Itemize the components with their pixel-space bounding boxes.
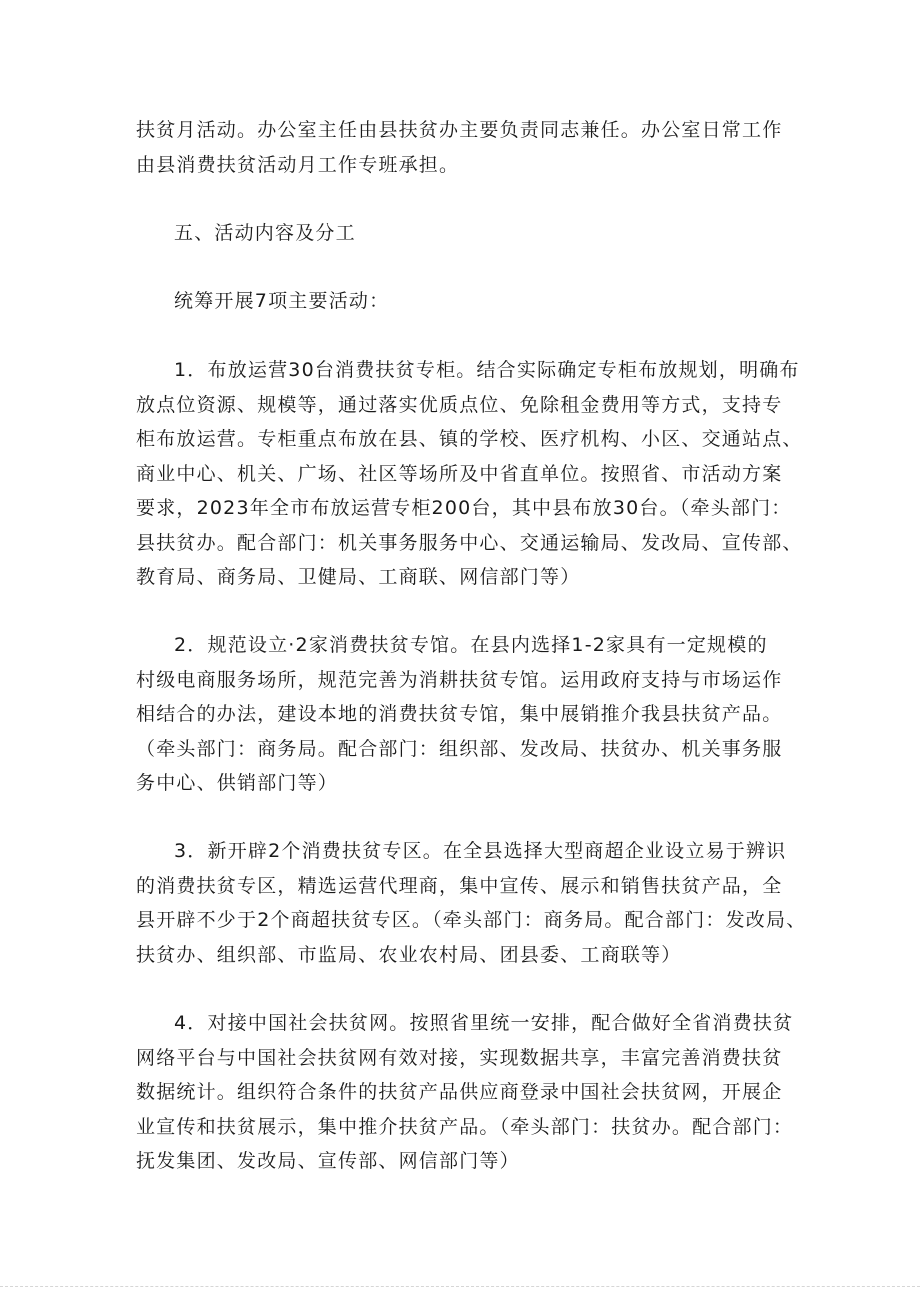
item-1-line-3: 柜布放运营。专柜重点布放在县、镇的学校、医疗机构、小区、交通站点、 [136,428,803,450]
item-1-line-4: 商业中心、机关、广场、社区等场所及中省直单位。按照省、市活动方案 [136,462,783,485]
activity-item-1 [136,353,803,595]
item-4-line-1: 4．对接中国社会扶贫网。按照省里统一安排，配合做好全省消费扶贫 [174,1012,794,1034]
intro-line-1: 扶贫月活动。办公室主任由县扶贫办主要负责同志兼任。办公室日常工作 [136,119,783,141]
item-2-line-4: （牵头部门：商务局。配合部门：组织部、发改局、扶贫办、机关事务服 [136,737,783,760]
item-4-line-4: 业宣传和扶贫展示，集中推介扶贫产品。（牵头部门：扶贫办。配合部门： [136,1115,794,1138]
page-bottom-divider [0,1286,920,1287]
item-1-line-6: 县扶贫办。配合部门：机关事务服务中心、交通运输局、发改局、宣传部、 [136,531,803,554]
intro-paragraph [136,113,796,182]
item-3-line-4: 扶贫办、组织部、市监局、农业农村局、团县委、工商联等） [136,943,682,966]
item-1-line-2: 放点位资源、规模等，通过落实优质点位、免除租金费用等方式，支持专 [136,393,783,416]
item-1-line-1: 1．布放运营30台消费扶贫专柜。结合实际确定专柜布放规划，明确布 [174,359,800,381]
item-2-line-5: 务中心、供销部门等） [136,772,339,794]
item-3-line-1: 3．新开辟2个消费扶贫专区。在全县选择大型商超企业设立易于辨识 [174,840,787,862]
activity-item-4 [136,1006,796,1179]
item-4-line-2: 网络平台与中国社会扶贫网有效对接，实现数据共享，丰富完善消费扶贫 [136,1046,783,1069]
item-1-line-5: 要求，2023年全市布放运营专柜200台，其中县布放30台。（牵头部门： [136,497,792,519]
activity-item-2 [136,628,796,801]
item-2-line-3: 相结合的办法，建设本地的消费扶贫专馆，集中展销推介我县扶贫产品。 [136,703,783,725]
item-4-line-5: 抚发集团、发改局、宣传部、网信部门等） [136,1150,520,1172]
item-2-line-1: 2．规范设立·2家消费扶贫专馆。在县内选择1-2家具有一定规模的 [174,634,768,656]
item-3-line-2: 的消费扶贫专区，精选运营代理商，集中宣传、展示和销售扶贫产品，全 [136,874,783,897]
intro-line-2: 由县消费扶贫活动月工作专班承担。 [136,153,460,176]
item-4-line-3: 数据统计。组织符合条件的扶贫产品供应商登录中国社会扶贫网，开展企 [136,1081,783,1103]
item-1-line-7: 教育局、商务局、卫健局、工商联、网信部门等） [136,566,581,588]
lead-sentence: 统筹开展7项主要活动： [174,290,390,312]
item-3-line-3: 县开辟不少于2个商超扶贫专区。（牵头部门：商务局。配合部门：发改局、 [136,909,807,931]
item-2-line-2: 村级电商服务场所，规范完善为消耕扶贫专馆。运用政府支持与市场运作 [136,668,783,691]
section-heading: 五、活动内容及分工 [174,222,356,244]
activity-item-3 [136,834,807,972]
